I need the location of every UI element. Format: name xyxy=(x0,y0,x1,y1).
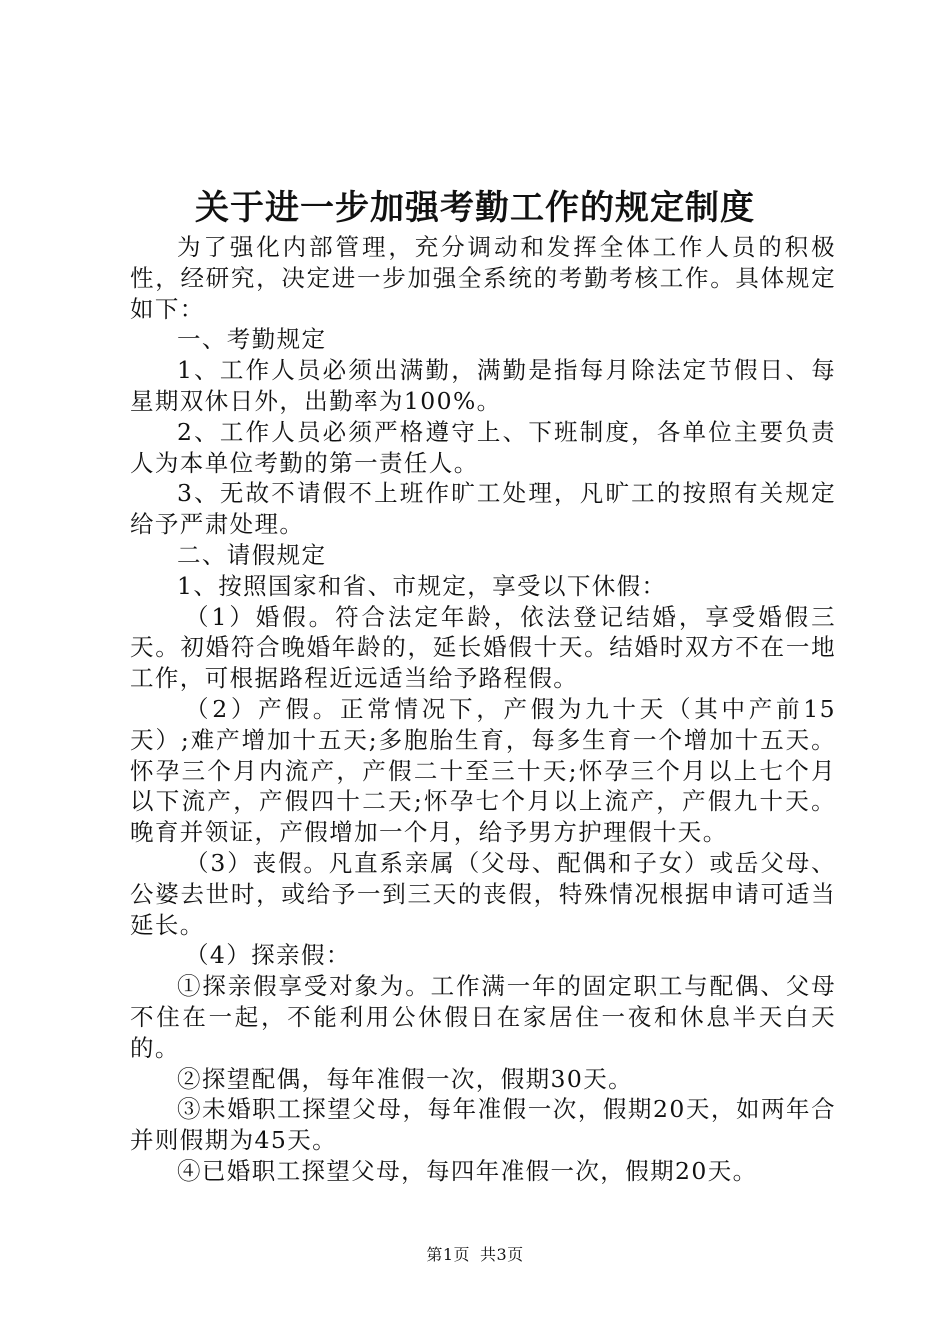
section-heading-leave: 二、请假规定 xyxy=(177,540,327,569)
family-visit-item-3: ③未婚职工探望父母，每年准假一次，假期20天，如两年合并则假期为45天。 xyxy=(130,1095,836,1155)
family-visit-item-4: ④已婚职工探望父母，每四年准假一次，假期20天。 xyxy=(177,1156,758,1185)
page-footer xyxy=(0,1244,950,1266)
attendance-rule-1: 1、工作人员必须出满勤，满勤是指每月除法定节假日、每星期双休日外，出勤率为100%。 xyxy=(130,356,836,415)
attendance-rule-2: 2、工作人员必须严格遵守上、下班制度，各单位主要负责人为本单位考勤的第一责任人。 xyxy=(130,417,836,477)
family-visit-item-1: ①探亲假享受对象为。工作满一年的固定职工与配偶、父母不住在一起，不能利用公休假日在家居住一夜和休息半天白天的。 xyxy=(130,972,836,1062)
page-total: 共3页 xyxy=(480,1245,524,1264)
maternity-leave-paragraph: （2）产假。正常情况下，产假为九十天（其中产前15天）;难产增加十五天;多胞胎生育，每多生育一个增加十五天。怀孕三个月内流产，产假二十至三十天;怀孕三个月以上七个月以下流产，产假四十二天;怀孕七个月以上流产，产假九十天。晚育并领证，产假增加一个月，给予男方护理假十天。 xyxy=(130,694,836,847)
page-number: 第1页 xyxy=(426,1245,470,1264)
bereavement-leave-paragraph: （3）丧假。凡直系亲属（父母、配偶和子女）或岳父母、公婆去世时，或给予一到三天的丧假，特殊情况根据申请可适当延长。 xyxy=(130,848,836,939)
intro-paragraph: 为了强化内部管理，充分调动和发挥全体工作人员的积极性，经研究，决定进一步加强全系统的考勤考核工作。具体规定如下： xyxy=(130,233,836,323)
document-title: 关于进一步加强考勤工作的规定制度 xyxy=(195,188,755,228)
family-visit-leave-heading: （4）探亲假： xyxy=(185,941,351,970)
attendance-rule-3: 3、无故不请假不上班作旷工处理，凡旷工的按照有关规定给予严肃处理。 xyxy=(130,479,836,539)
marriage-leave-paragraph: （1）婚假。符合法定年龄，依法登记结婚，享受婚假三天。初婚符合晚婚年龄的，延长婚假十天。结婚时双方不在一地工作，可根据路程近远适当给予路程假。 xyxy=(130,602,836,693)
leave-rule-1: 1、按照国家和省、市规定，享受以下休假： xyxy=(177,571,667,600)
section-heading-attendance: 一、考勤规定 xyxy=(177,325,327,354)
family-visit-item-2: ②探望配偶，每年准假一次，假期30天。 xyxy=(177,1064,634,1093)
document-body xyxy=(130,232,836,1187)
